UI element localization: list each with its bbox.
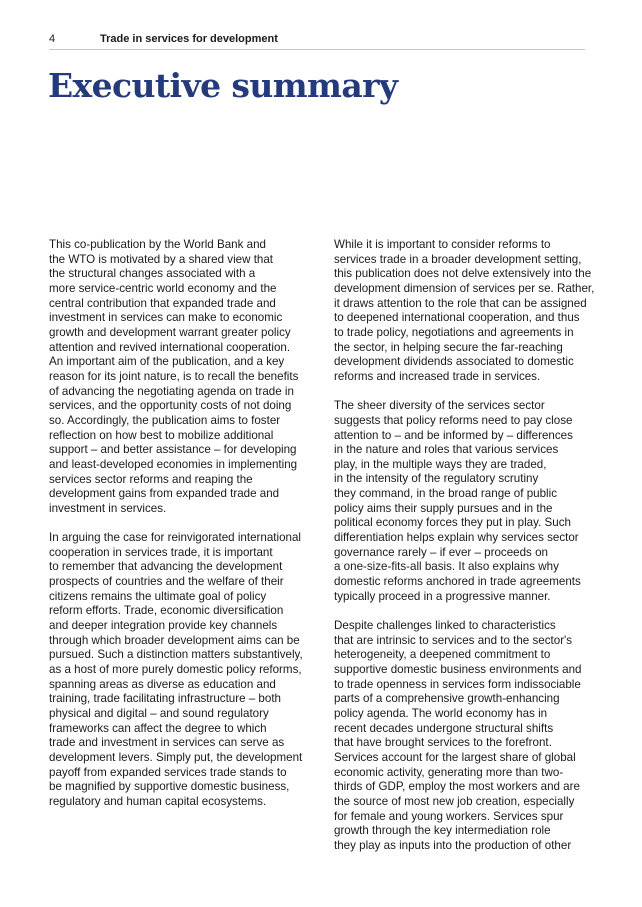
text-line: and least-developed economies in implementing [49, 457, 298, 471]
text-line: development gains from expanded trade and [49, 487, 280, 501]
text-line: and deeper integration provide key channels [49, 619, 278, 633]
text-line: political economy forces they put in play. Such [334, 516, 571, 530]
text-line: prospects of countries and the welfare of their [49, 575, 284, 589]
text-line: development levers. Simply put, the development [49, 750, 303, 764]
text-line: typically proceed in a progressive manner. [334, 589, 551, 603]
body-paragraph [334, 399, 594, 604]
text-line: heterogeneity, a deepened commitment to [334, 648, 551, 662]
text-line: reform efforts. Trade, economic diversification [49, 604, 284, 618]
text-line: the source of most new job creation, especially [334, 794, 575, 808]
text-line: policy aims their supply pursues and in the [334, 501, 553, 515]
text-line: This co-publication by the World Bank and [49, 238, 266, 251]
text-line: to trade policy, negotiations and agreements in [334, 325, 574, 339]
text-line: payoff from expanded services trade stands to [49, 765, 287, 779]
page-title: Executive summary [48, 66, 398, 105]
text-line: of advancing the negotiating agenda on trade in [49, 384, 294, 398]
text-line: differentiation helps explain why services sector [334, 531, 579, 545]
left-column [49, 238, 309, 824]
text-line: attention to – and be informed by – differences [334, 428, 573, 442]
body-paragraph [49, 531, 309, 809]
text-line: supportive domestic business environments and [334, 663, 582, 676]
text-line: governance rarely – if ever – proceeds on [334, 545, 548, 559]
text-line: Despite challenges linked to characteristics [334, 619, 556, 633]
text-line: suggests that policy reforms need to pay close [334, 413, 573, 427]
text-line: development dividends associated to domestic [334, 355, 574, 369]
text-line: training, trade facilitating infrastructure – both [49, 692, 281, 706]
text-line: as a host of more purely domestic policy reforms, [49, 663, 302, 677]
text-line: pursued. Such a distinction matters substantively, [49, 648, 303, 662]
text-line: the sector, in helping secure the far-reaching [334, 340, 563, 354]
text-line: to deepened international cooperation, and thus [334, 311, 580, 325]
text-line: thirds of GDP, employ the most workers and are [334, 780, 580, 794]
text-line: services, and the opportunity costs of not doing [49, 399, 292, 413]
text-line: trade and investment in services can serve as [49, 736, 285, 750]
text-line: The sheer diversity of the services sector [334, 399, 545, 413]
page-number: 4 [49, 33, 56, 45]
text-line: central contribution that expanded trade and [49, 296, 276, 310]
text-line: growth and development warrant greater policy [49, 325, 291, 339]
text-line: citizens remains the ultimate goal of policy [49, 589, 267, 603]
text-line: reflection on how best to mobilize additional [49, 428, 274, 442]
text-line: through which broader development aims can be [49, 633, 300, 647]
text-line: spanning areas as diverse as education and [49, 677, 276, 691]
text-line: investment in services. [49, 501, 167, 515]
text-line: be magnified by supportive domestic business, [49, 780, 290, 794]
text-line: that are intrinsic to services and to the sector's [334, 633, 573, 647]
text-line: to remember that advancing the development [49, 560, 283, 574]
text-line: development dimension of services per se. Rather, [334, 281, 595, 295]
text-line: cooperation in services trade, it is important [49, 545, 273, 559]
body-paragraph [49, 238, 309, 516]
text-line: in the nature and roles that various services [334, 443, 559, 457]
running-header [49, 33, 585, 50]
text-line: services sector reforms and reaping the [49, 472, 253, 486]
right-column [334, 238, 594, 868]
text-line: so. Accordingly, the publication aims to foster [49, 413, 281, 427]
text-line: play, in the multiple ways they are traded, [334, 457, 547, 471]
text-line: to trade openness in services form indissociable [334, 677, 581, 691]
text-line: domestic reforms anchored in trade agreements [334, 575, 581, 589]
text-line: the structural changes associated with a [49, 267, 256, 281]
text-line: While it is important to consider reforms to [334, 238, 551, 251]
text-line: In arguing the case for reinvigorated international [49, 531, 301, 545]
text-line: Services account for the largest share of global [334, 750, 576, 764]
text-line: physical and digital – and sound regulatory [49, 706, 269, 720]
body-paragraph [334, 238, 594, 385]
text-line: recent decades undergone structural shifts [334, 721, 554, 735]
text-line: reason for its joint nature, is to recall the benefits [49, 369, 299, 383]
text-line: this publication does not delve extensively into the [334, 267, 592, 281]
text-line: a one-size-fits-all basis. It also explains why [334, 560, 559, 574]
text-line: policy agenda. The world economy has in [334, 706, 548, 720]
text-line: that have brought services to the forefront. [334, 736, 552, 750]
text-line: investment in services can make to economic [49, 311, 283, 325]
text-line: regulatory and human capital ecosystems. [49, 794, 267, 808]
text-line: services trade in a broader development setting, [334, 252, 582, 266]
running-title: Trade in services for development [100, 33, 278, 45]
text-line: support – and better assistance – for developing [49, 443, 297, 457]
text-line: for female and young workers. Services spur [334, 809, 564, 823]
text-line: the WTO is motivated by a shared view that [49, 252, 274, 266]
text-line: more service-centric world economy and the [49, 281, 277, 295]
text-line: frameworks can affect the degree to which [49, 721, 267, 735]
text-line: reforms and increased trade in services. [334, 369, 541, 383]
text-line: they command, in the broad range of public [334, 487, 557, 501]
text-line: they play as inputs into the production of other [334, 838, 572, 852]
text-line: economic activity, generating more than two- [334, 765, 564, 779]
body-paragraph [334, 619, 594, 854]
text-line: in the intensity of the regulatory scrutiny [334, 472, 539, 486]
text-line: An important aim of the publication, and a key [49, 355, 285, 369]
text-line: parts of a comprehensive growth-enhancing [334, 692, 560, 706]
text-line: attention and revived international cooperation. [49, 340, 291, 354]
text-line: it draws attention to the role that can be assigned [334, 296, 587, 310]
text-line: growth through the key intermediation role [334, 824, 551, 838]
